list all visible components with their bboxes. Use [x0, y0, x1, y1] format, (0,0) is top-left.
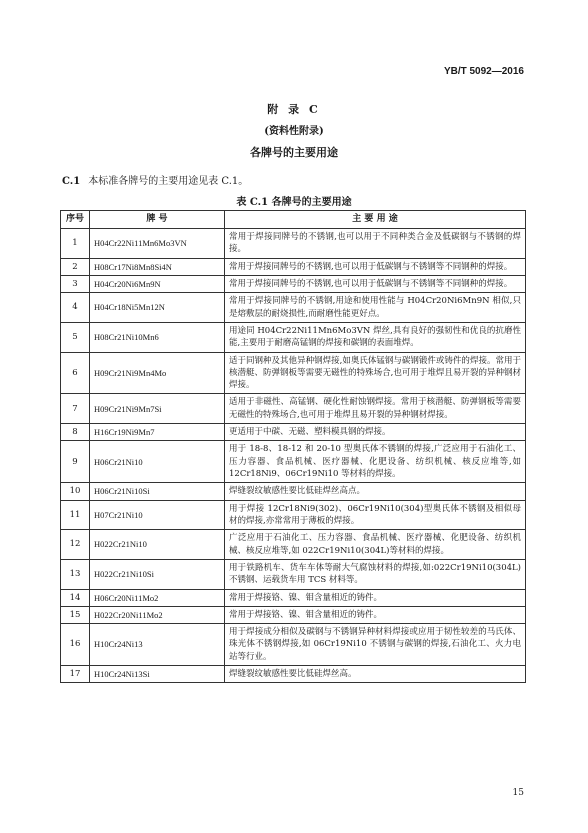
row-number: 15: [61, 606, 90, 623]
table-row: [61, 229, 526, 259]
grade-cell: H06Cr21Ni10Si: [90, 483, 225, 500]
grade-cell: H07Cr21Ni10: [90, 500, 225, 530]
grade-cell: H04Cr18Ni5Mn12N: [90, 293, 225, 323]
intro-paragraph: [62, 172, 248, 187]
row-number: 16: [61, 624, 90, 666]
use-cell: 常用于焊接同牌号的不锈钢,也可以用于不同种类合金及低碳钢与不锈钢的焊接。: [225, 229, 526, 259]
grade-cell: H022Cr21Ni10Si: [90, 559, 225, 589]
table-row: [61, 500, 526, 530]
header-use: 主 要 用 途: [225, 211, 526, 229]
use-cell: 常用于焊接铬、镍、钼含量相近的铸件。: [225, 606, 526, 623]
grade-cell: H08Cr21Ni10Mn6: [90, 322, 225, 352]
use-cell: 常用于焊接同牌号的不锈钢,用途和使用性能与 H04Cr20Ni6Mn9N 相似,只是熔敷层的耐烧损性,而耐磨性能更好点。: [225, 293, 526, 323]
use-cell: 用于 18-8、18-12 和 20-10 型奥氏体不锈钢的焊接,广泛应用于石油化工、压力容器、食品机械、医疗器械、化肥设备、纺织机械、核反应堆等,如 12Cr18Ni9、06Cr19Ni10 等材料的焊接。: [225, 441, 526, 483]
use-cell: 焊缝裂纹敏感性要比低硅焊丝高。: [225, 666, 526, 683]
table-caption: 表 C.1 各牌号的主要用途: [236, 197, 352, 208]
table-row: [61, 394, 526, 424]
grade-cell: H09Cr21Ni9Mn4Mo: [90, 352, 225, 394]
grade-cell: H022Cr21Ni10: [90, 530, 225, 560]
grade-cell: H06Cr21Ni10: [90, 441, 225, 483]
row-number: 3: [61, 275, 90, 292]
grade-cell: H06Cr20Ni11Mo2: [90, 589, 225, 606]
intro-text: 本标准各牌号的主要用途见表 C.1。: [88, 176, 249, 187]
table-row: [61, 589, 526, 606]
standard-code: YB/T 5092—2016: [443, 66, 524, 77]
row-number: 11: [61, 500, 90, 530]
grade-cell: H08Cr17Ni8Mn8Si4N: [90, 258, 225, 275]
table-row: [61, 483, 526, 500]
grade-cell: H10Cr24Ni13: [90, 624, 225, 666]
use-cell: 用于焊接成分相似及碳钢与不锈钢异种材料焊接或应用于韧性较差的马氏体、珠光体不锈钢焊接,如 06Cr19Ni10 不锈钢与碳钢的焊接,石油化工、火力电站等行业。: [225, 624, 526, 666]
row-number: 2: [61, 258, 90, 275]
use-cell: 用于铁路机车、货车车体等耐大气腐蚀材料的焊接,如:022Cr19Ni10(304L)不锈钢、运载货车用 TCS 材料等。: [225, 559, 526, 589]
grade-cell: H10Cr24Ni13Si: [90, 666, 225, 683]
use-cell: 用途同 H04Cr22Ni11Mn6Mo3VN 焊丝,具有良好的强韧性和优良的抗磨性能,主要用于耐磨高锰钢的焊接和碳钢的表面堆焊。: [225, 322, 526, 352]
table-row: [61, 559, 526, 589]
table-row: [61, 424, 526, 441]
grade-cell: H09Cr21Ni9Mn7Si: [90, 394, 225, 424]
use-cell: 焊缝裂纹敏感性要比低硅焊丝高点。: [225, 483, 526, 500]
row-number: 9: [61, 441, 90, 483]
header-no: 序号: [61, 211, 90, 229]
page-number: 15: [512, 788, 524, 798]
table-body: [61, 229, 526, 683]
table-row: [61, 624, 526, 666]
row-number: 7: [61, 394, 90, 424]
clause-number: C.1: [62, 176, 81, 187]
table-row: [61, 258, 526, 275]
row-number: 13: [61, 559, 90, 589]
appendix-heading: 各牌号的主要用途: [250, 146, 338, 159]
grade-cell: H04Cr20Ni6Mn9N: [90, 275, 225, 292]
use-cell: 广泛应用于石油化工、压力容器、食品机械、医疗器械、化肥设备、纺织机械、核反应堆等,如 022Cr19Ni10(304L)等材料的焊接。: [225, 530, 526, 560]
table-row: [61, 275, 526, 292]
table-row: [61, 293, 526, 323]
row-number: 12: [61, 530, 90, 560]
table-row: [61, 606, 526, 623]
table-row: [61, 441, 526, 483]
row-number: 8: [61, 424, 90, 441]
table-row: [61, 530, 526, 560]
use-cell: 常用于焊接同牌号的不锈钢,也可以用于低碳钢与不锈钢等不同钢种的焊接。: [225, 275, 526, 292]
use-cell: 适于同钢种及其他异种钢焊接,如奥氏体锰钢与碳钢锻件或铸件的焊接。常用于核潜艇、防弹钢板等需要无磁性的特殊场合,也可用于堆焊且易开裂的异种钢材焊接。: [225, 352, 526, 394]
use-cell: 更适用于中碳、无磁、塑料模具钢的焊接。: [225, 424, 526, 441]
grade-cell: H04Cr22Ni11Mn6Mo3VN: [90, 229, 225, 259]
table-row: [61, 352, 526, 394]
row-number: 4: [61, 293, 90, 323]
table-row: [61, 666, 526, 683]
appendix-title: 附 录 C: [267, 103, 321, 116]
usage-table: [60, 210, 526, 683]
row-number: 14: [61, 589, 90, 606]
use-cell: 常用于焊接铬、镍、钼含量相近的铸件。: [225, 589, 526, 606]
row-number: 1: [61, 229, 90, 259]
row-number: 17: [61, 666, 90, 683]
use-cell: 常用于焊接同牌号的不锈钢,也可以用于低碳钢与不锈钢等不同钢种的焊接。: [225, 258, 526, 275]
appendix-subtitle: (资料性附录): [264, 126, 324, 137]
table-row: [61, 322, 526, 352]
use-cell: 用于焊接 12Cr18Ni9(302)、06Cr19Ni10(304)型奥氏体不锈钢及相似母材的焊接,亦常常用于薄板的焊接。: [225, 500, 526, 530]
table-header-row: [61, 211, 526, 229]
row-number: 6: [61, 352, 90, 394]
header-grade: 牌 号: [90, 211, 225, 229]
grade-cell: H022Cr20Ni11Mo2: [90, 606, 225, 623]
grade-cell: H16Cr19Ni9Mn7: [90, 424, 225, 441]
row-number: 10: [61, 483, 90, 500]
row-number: 5: [61, 322, 90, 352]
use-cell: 适用于非磁性、高锰钢、硬化性耐蚀钢焊接。常用于核潜艇、防弹钢板等需要无磁性的特殊场合,也可用于堆焊且易开裂的异种钢材焊接。: [225, 394, 526, 424]
